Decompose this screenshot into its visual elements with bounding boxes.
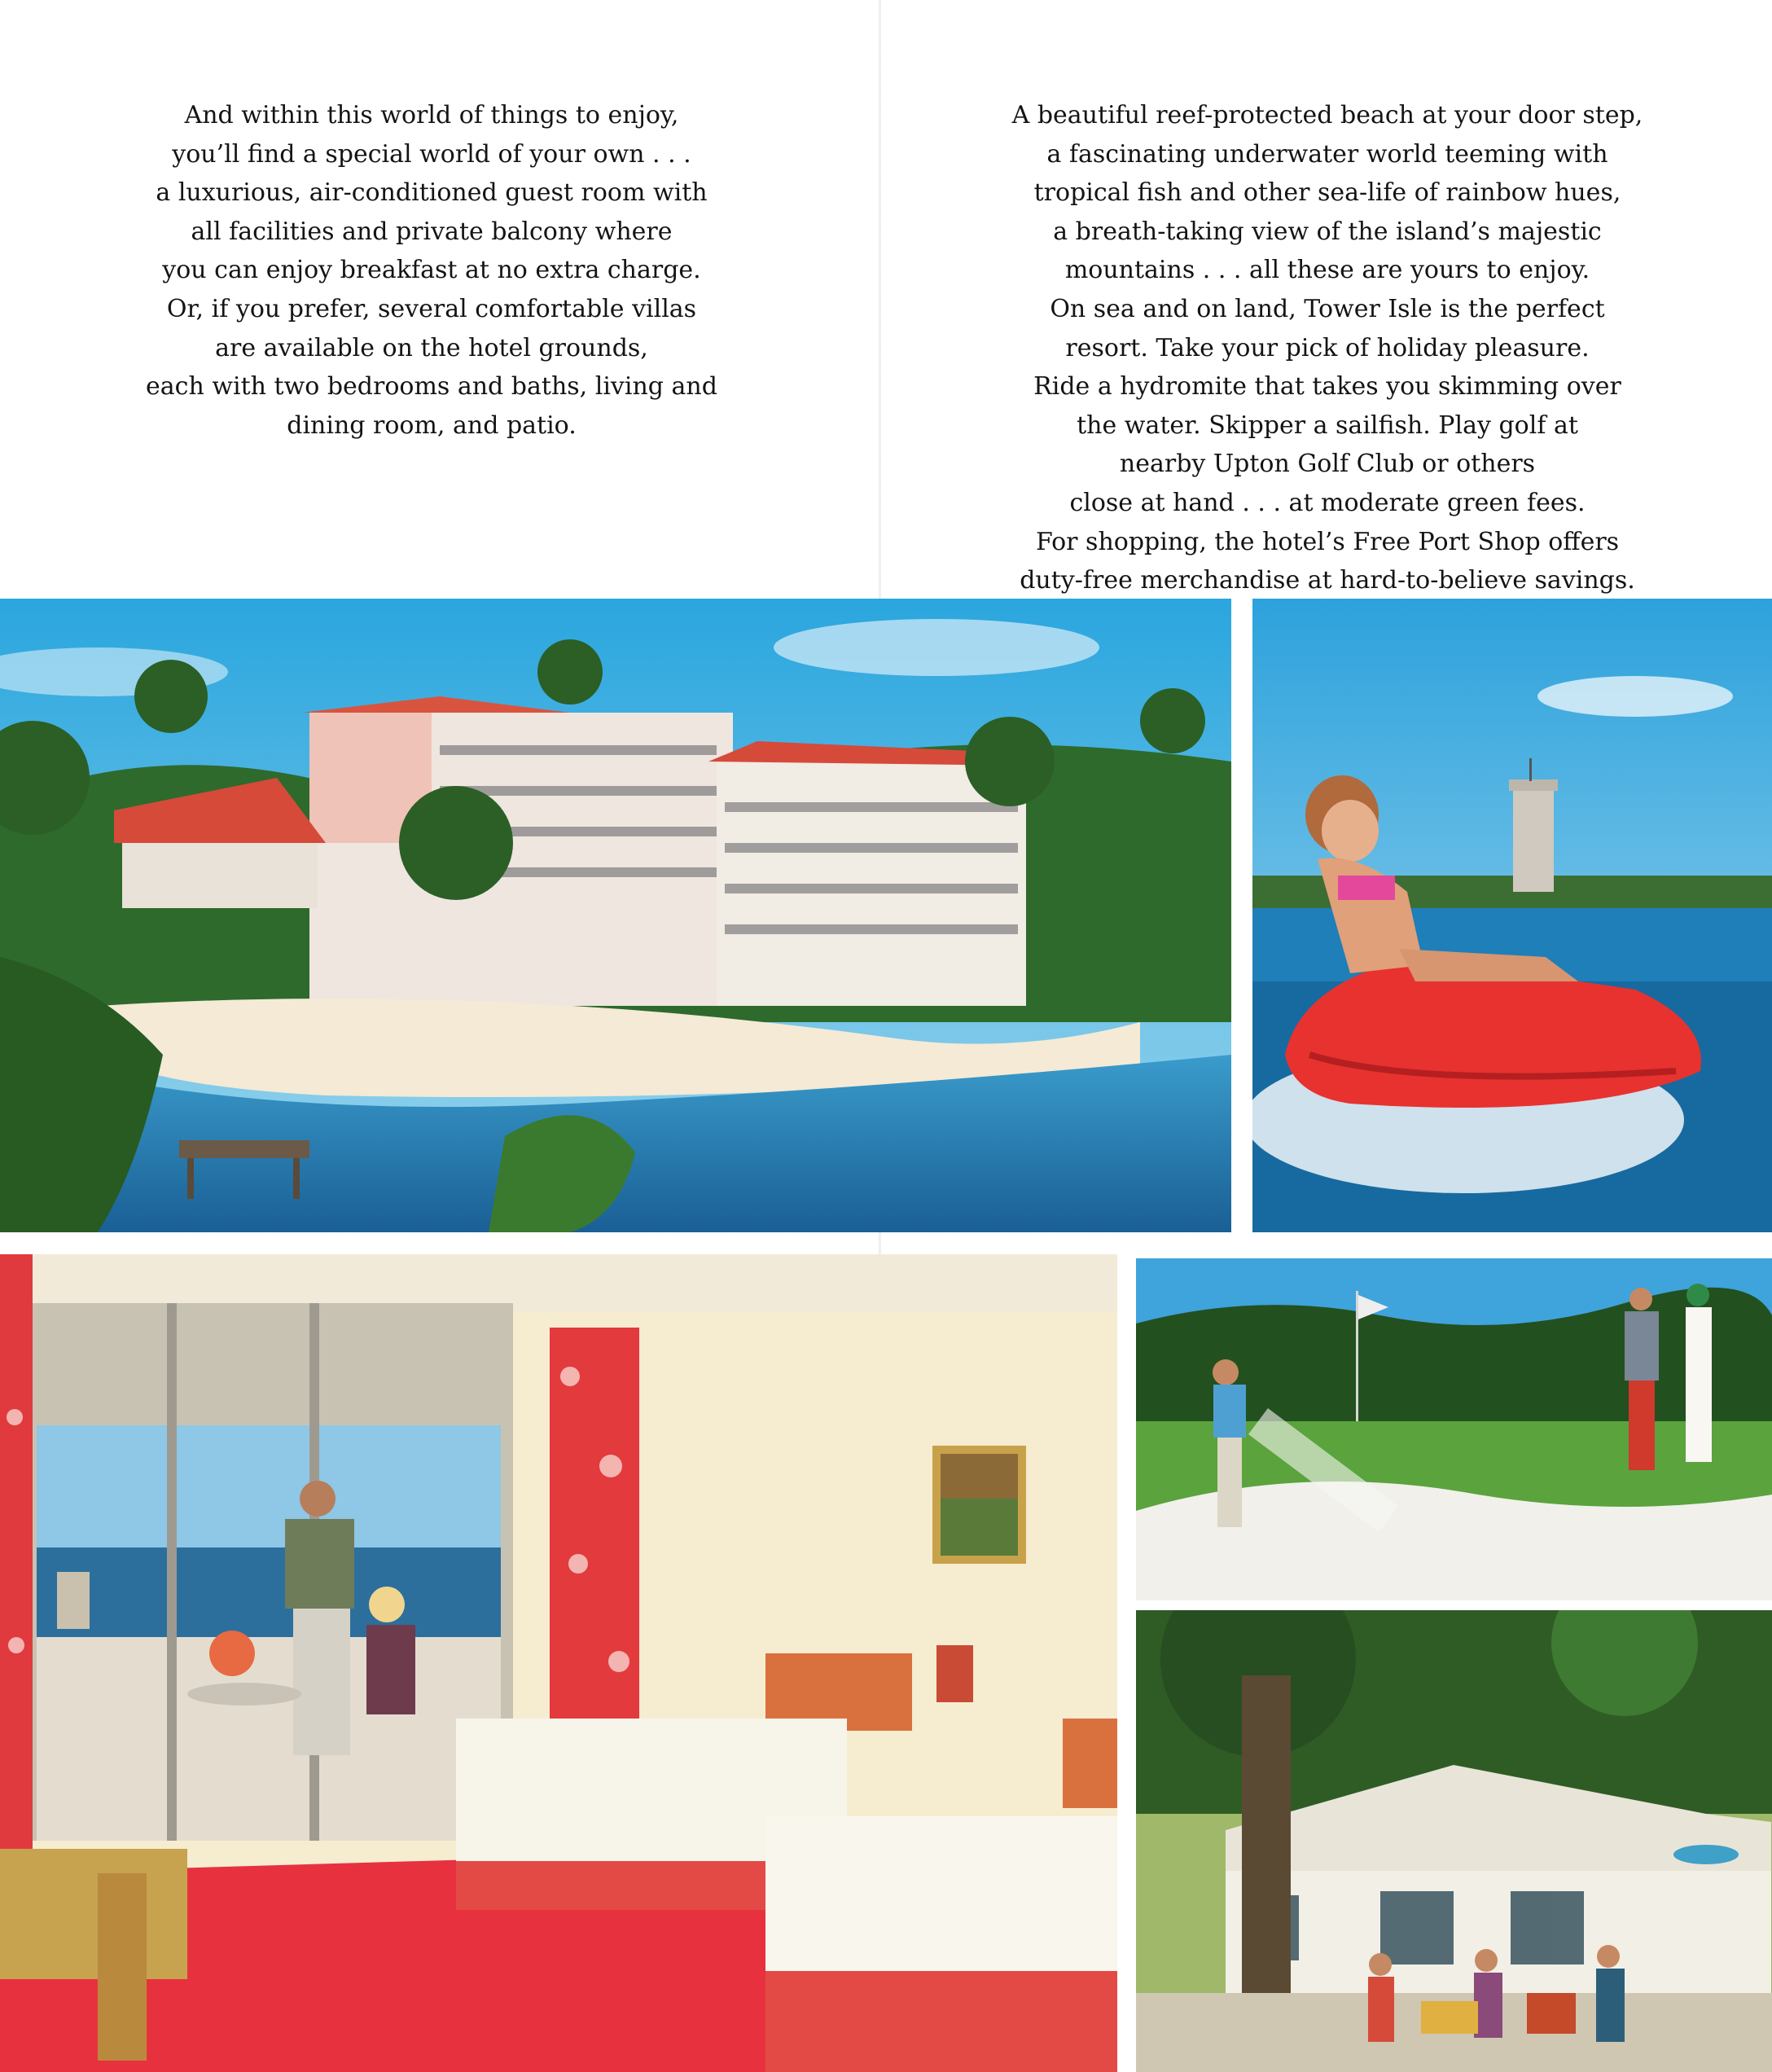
text-line: you’ll find a special world of your own . . . (172, 139, 691, 169)
text-line: a fascinating underwater world teeming with (1046, 139, 1608, 169)
text-line: dining room, and patio. (287, 410, 577, 440)
text-line: duty-free merchandise at hard-to-believe savings. (1020, 566, 1635, 595)
resort-description-text (920, 96, 1735, 600)
guest-room-photo (0, 1254, 1117, 2072)
text-line: mountains . . . all these are yours to enjoy. (1064, 256, 1590, 285)
text-line: close at hand . . . at moderate green fees. (1069, 488, 1586, 517)
text-line: nearby Upton Golf Club or others (1119, 450, 1536, 479)
hydromite-ride-photo (1252, 599, 1772, 1232)
text-line: are available on the hotel grounds, (215, 333, 648, 362)
hotel-beach-photo (0, 599, 1231, 1232)
text-line: A beautiful reef-protected beach at your door step, (1011, 101, 1643, 130)
text-line: Or, if you prefer, several comfortable villas (166, 294, 697, 323)
text-line: For shopping, the hotel’s Free Port Shop offers (1035, 527, 1620, 556)
text-line: On sea and on land, Tower Isle is the perfect (1050, 294, 1605, 323)
text-line: a luxurious, air-conditioned guest room with (156, 178, 708, 208)
text-line: each with two bedrooms and baths, living and (146, 372, 717, 402)
free-port-shop-photo (1136, 1610, 1772, 2072)
golf-course-photo (1136, 1258, 1772, 1600)
text-line: resort. Take your pick of holiday pleasure. (1065, 333, 1590, 362)
text-line: And within this world of things to enjoy, (184, 101, 679, 130)
text-line: all facilities and private balcony where (191, 217, 673, 246)
text-line: you can enjoy breakfast at no extra charge. (162, 256, 701, 285)
text-line: tropical fish and other sea-life of rainbow hues, (1033, 178, 1621, 208)
text-line: Ride a hydromite that takes you skimming over (1033, 372, 1621, 402)
text-line: a breath-taking view of the island’s majestic (1053, 217, 1602, 246)
text-line: the water. Skipper a sailfish. Play golf at (1077, 410, 1578, 440)
room-description-text (81, 96, 782, 445)
